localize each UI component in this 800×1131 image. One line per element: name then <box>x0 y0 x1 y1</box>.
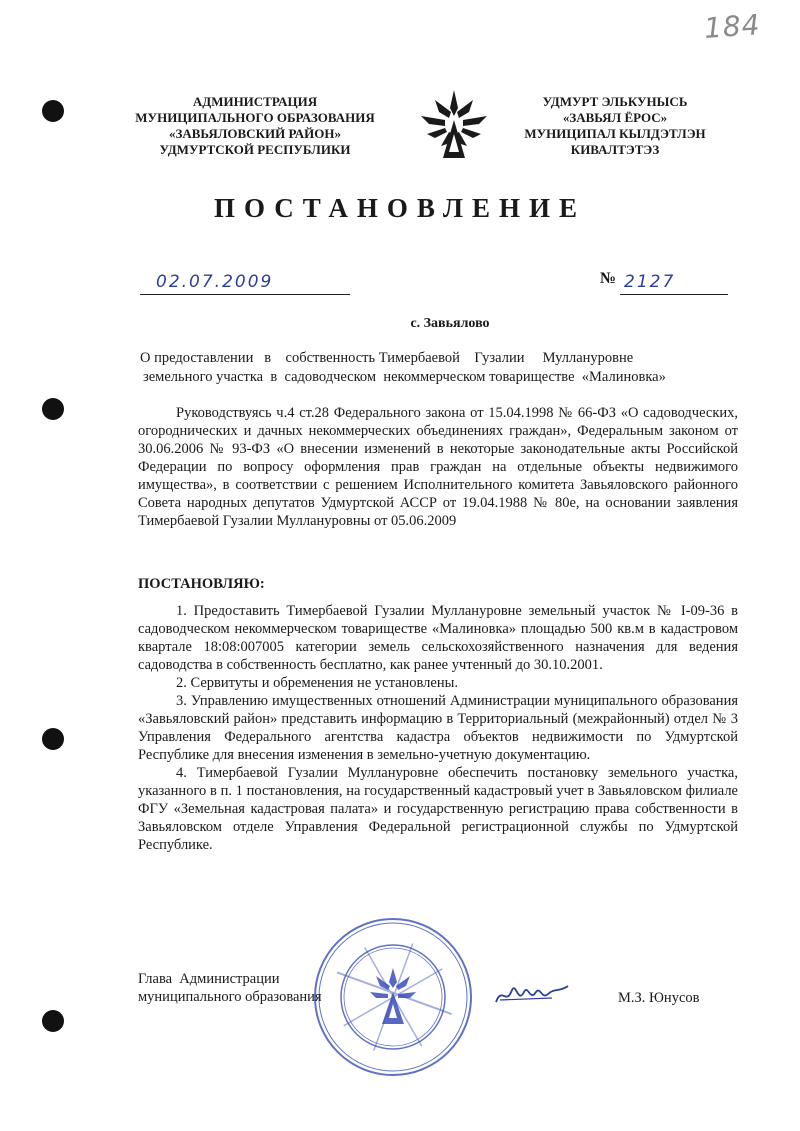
header-right-line: МУНИЦИПАЛ КЫЛДЭТЛЭН <box>524 126 706 141</box>
header-left-line: «ЗАВЬЯЛОВСКИЙ РАЙОН» <box>169 126 341 141</box>
decree-item: 3. Управлению имущественных отношений Администрации муниципального образования «Завьяловский район» представить информацию в Территориальный (межрайонный) отдел № 3 Управления Федерального агентства кадастра объектов недвижимости по Удмуртской Республике для внесения изменения в земельно-учетную документацию. <box>138 693 738 763</box>
signatory-position-line: муниципального образования <box>138 989 322 1005</box>
handwritten-signature <box>492 980 572 1010</box>
number-field <box>620 272 728 295</box>
district-emblem <box>413 86 495 166</box>
header-left-line: АДМИНИСТРАЦИЯ <box>192 94 318 109</box>
decree-item: 4. Тимербаевой Гузалии Муллануровне обеспечить постановку земельного участка, указанного в п. 1 постановления, на государственный кадастровый учет в Завьяловском филиале ФГУ «Земельная кадастровая палата» и государственную регистрацию права собственности в Завьяловском отделе Управления Федеральной регистрационной службы по Удмуртской Республике. <box>138 765 738 853</box>
date-field <box>140 272 350 295</box>
preamble-block <box>138 404 738 530</box>
signatory-position <box>138 970 322 1006</box>
document-title: ПОСТАНОВЛЕНИЕ <box>213 193 587 223</box>
handwritten-number: 2127 <box>624 272 676 292</box>
decree-item: 2. Сервитуты и обременения не установлены. <box>176 675 458 691</box>
place-of-issue: с. Завьялово <box>410 316 490 331</box>
header-left-line: УДМУРТСКОЙ РЕСПУБЛИКИ <box>159 142 351 157</box>
handwritten-page-number: 184 <box>702 8 762 45</box>
decree-heading: ПОСТАНОВЛЯЮ: <box>138 576 265 592</box>
header-right-line: КИВАЛТЭТЭЗ <box>570 142 660 157</box>
official-seal-stamp <box>312 916 474 1078</box>
decree-item: 1. Предоставить Тимербаевой Гузалии Муллануровне земельный участок № I-09-36 в садоводческом некоммерческом товариществе «Малиновка» площадью 500 кв.м в кадастровом квартале 18:08:007005 категории земель сельскохозяйственного назначения для ведения садоводства в собственность бесплатно, как ранее учтенный до 30.10.2001. <box>138 603 738 673</box>
signatory-position-line: Глава Администрации <box>138 971 280 987</box>
handwritten-date: 02.07.2009 <box>156 272 274 292</box>
binder-hole <box>42 100 64 122</box>
decree-items <box>138 602 738 854</box>
header-right-line: «ЗАВЬЯЛ ЁРОС» <box>562 110 668 125</box>
header-right-line: УДМУРТ ЭЛЬКУНЫСЬ <box>542 94 688 109</box>
preamble-paragraph: Руководствуясь ч.4 ст.28 Федерального закона от 15.04.1998 № 66-ФЗ «О садоводческих, огороднических и дачных некоммерческих объединениях граждан», Федеральным законом от 30.06.2006 № 93-ФЗ «О внесении изменений в некоторые законодательные акты Российской Федерации по вопросу оформления прав граждан на отдельные объекты недвижимого имущества», в соответствии с решением Исполнительного комитета Завьяловского районного Совета народных депутатов Удмуртской АССР от 19.04.1988 № 80е, на основании заявления Тимербаевой Гузалии Муллануровны от 05.06.2009 <box>138 405 738 529</box>
subject-block <box>140 349 740 387</box>
header-left-line: МУНИЦИПАЛЬНОГО ОБРАЗОВАНИЯ <box>135 110 375 125</box>
header-right-block <box>500 94 730 158</box>
binder-hole <box>42 1010 64 1032</box>
binder-hole <box>42 728 64 750</box>
binder-hole <box>42 398 64 420</box>
signatory-name: М.З. Юнусов <box>618 990 700 1006</box>
subject-line: О предоставлении в собственность Тимербаевой Гузалии Муллануровне <box>140 350 634 366</box>
number-label: № <box>600 270 617 287</box>
subject-line: земельного участка в садоводческом некоммерческом товариществе «Малиновка» <box>143 369 666 385</box>
header-left-block <box>130 94 380 158</box>
